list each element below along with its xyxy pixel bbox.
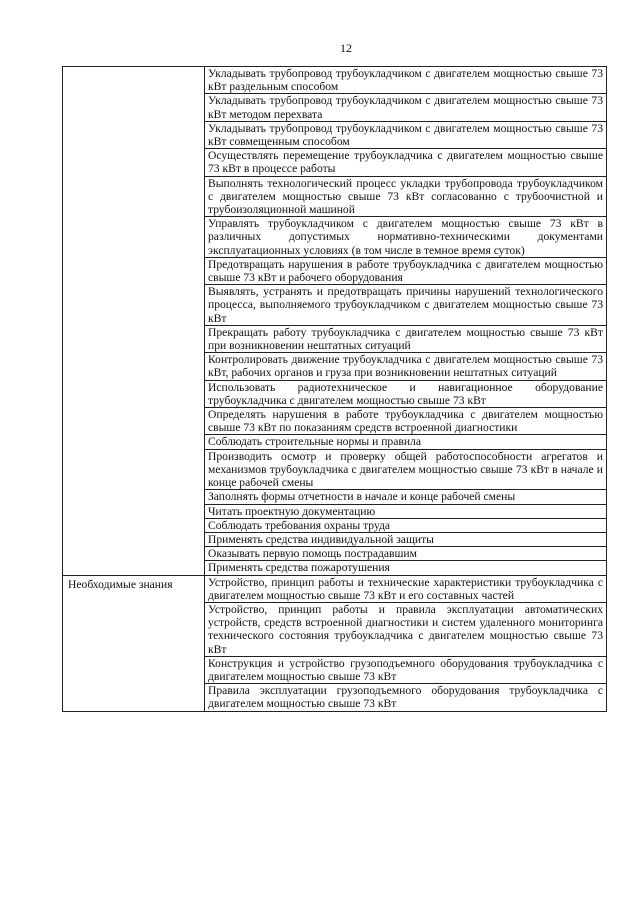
skills-item-cell: Соблюдать требования охраны труда (205, 518, 607, 532)
skills-row (63, 67, 607, 94)
skills-item-cell: Использовать радиотехническое и навигационное оборудование трубоукладчика с двигателем мощностью свыше 73 кВт (205, 380, 607, 407)
knowledge-item-cell: Устройство, принцип работы и технические характеристики трубоукладчика с двигателем мощностью свыше 73 кВт и его составных частей (205, 575, 607, 602)
skills-item-cell: Осуществлять перемещение трубоукладчика с двигателем мощностью свыше 73 кВт в процессе работы (205, 149, 607, 176)
knowledge-item-cell: Правила эксплуатации грузоподъемного оборудования трубоукладчика с двигателем мощностью свыше 73 кВт (205, 684, 607, 711)
knowledge-item-cell: Устройство, принцип работы и правила эксплуатации автоматических устройств, средств встроенной диагностики и систем удаленного мониторинга технического состояния трубоукладчика с двигателем мощностью свыше 73 кВт (205, 602, 607, 656)
skills-item-cell: Выявлять, устранять и предотвращать причины нарушений технологического процесса, выполняемого трубоукладчиком с двигателем мощностью свыше 73 кВт (205, 285, 607, 326)
skills-item-cell: Контролировать движение трубоукладчика с двигателем мощностью свыше 73 кВт, рабочих органов и груза при возникновении нештатных ситуаций (205, 353, 607, 380)
requirements-table (62, 66, 607, 712)
skills-item-cell: Укладывать трубопровод трубоукладчиком с двигателем мощностью свыше 73 кВт совмещенным способом (205, 121, 607, 148)
knowledge-label-cell: Необходимые знания (63, 575, 205, 711)
skills-item-cell: Управлять трубоукладчиком с двигателем мощностью свыше 73 кВт в различных допустимых нормативно-техническими документами эксплуатационных условиях (в том числе в темное время суток) (205, 217, 607, 258)
page-number: 12 (340, 41, 352, 55)
skills-item-cell: Производить осмотр и проверку общей работоспособности агрегатов и механизмов трубоукладчика с двигателем мощностью свыше 73 кВт в начале и конце рабочей смены (205, 449, 607, 490)
skills-item-cell: Заполнять формы отчетности в начале и конце рабочей смены (205, 490, 607, 504)
skills-item-cell: Укладывать трубопровод трубоукладчиком с двигателем мощностью свыше 73 кВт раздельным способом (205, 67, 607, 94)
table-body (63, 67, 607, 712)
skills-item-cell: Определять нарушения в работе трубоукладчика с двигателем мощностью свыше 73 кВт по показаниям средств встроенной диагностики (205, 408, 607, 435)
skills-item-cell: Применять средства пожаротушения (205, 561, 607, 575)
skills-item-cell: Оказывать первую помощь пострадавшим (205, 547, 607, 561)
skills-item-cell: Читать проектную документацию (205, 504, 607, 518)
skills-item-cell: Укладывать трубопровод трубоукладчиком с двигателем мощностью свыше 73 кВт методом перехвата (205, 94, 607, 121)
skills-item-cell: Соблюдать строительные нормы и правила (205, 435, 607, 449)
skills-item-cell: Прекращать работу трубоукладчика с двигателем мощностью свыше 73 кВт при возникновении нештатных ситуаций (205, 325, 607, 352)
knowledge-row (63, 575, 607, 602)
skills-item-cell: Применять средства индивидуальной защиты (205, 532, 607, 546)
skills-item-cell: Выполнять технологический процесс укладки трубопровода трубоукладчиком с двигателем мощностью свыше 73 кВт согласованно с трубоочистной и трубоизоляционной машиной (205, 176, 607, 217)
knowledge-item-cell: Конструкция и устройство грузоподъемного оборудования трубоукладчика с двигателем мощностью свыше 73 кВт (205, 656, 607, 683)
skills-item-cell: Предотвращать нарушения в работе трубоукладчика с двигателем мощностью свыше 73 кВт и рабочего оборудования (205, 257, 607, 284)
skills-label-cell (63, 67, 205, 576)
